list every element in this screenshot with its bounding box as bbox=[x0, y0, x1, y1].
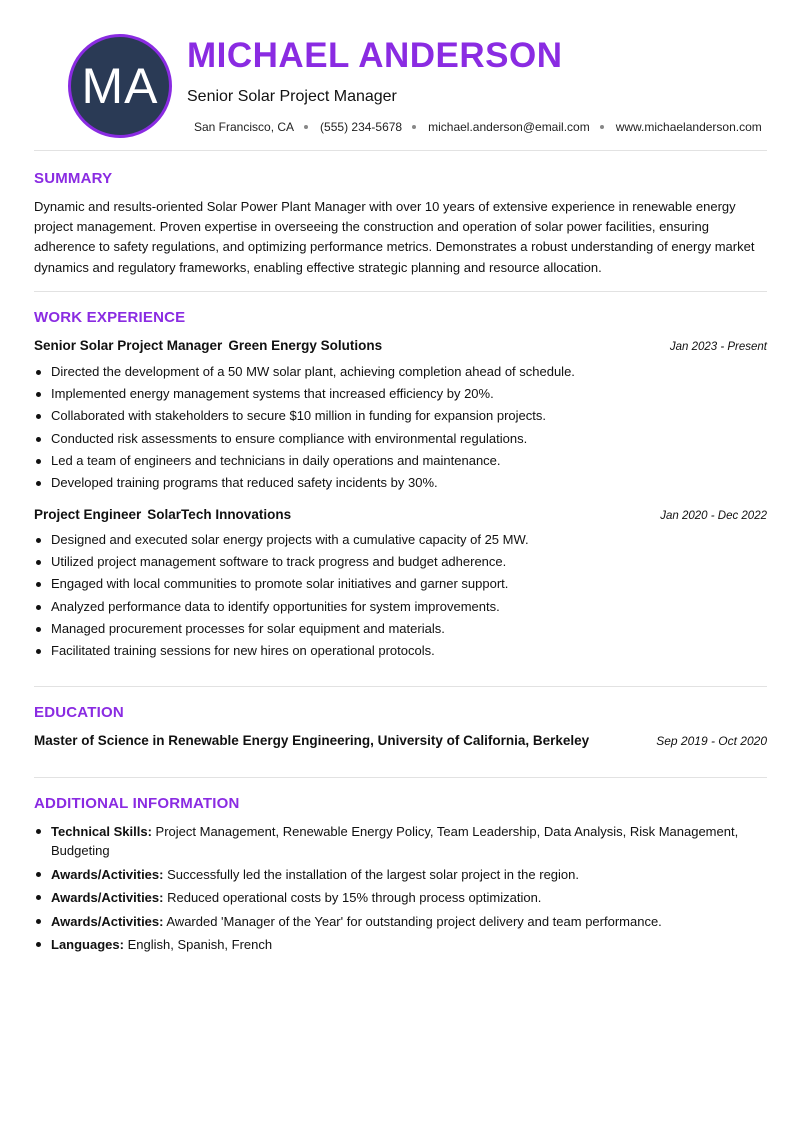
list-item: Directed the development of a 50 MW solar plant, achieving completion ahead of schedule. bbox=[51, 361, 766, 383]
job-header bbox=[34, 338, 767, 353]
list-item: Implemented energy management systems that increased efficiency by 20%. bbox=[51, 383, 766, 405]
education-heading: EDUCATION bbox=[34, 704, 124, 721]
info-label: Awards/Activities: bbox=[51, 890, 164, 905]
list-item bbox=[51, 888, 766, 907]
separator-dot-icon bbox=[304, 125, 308, 129]
job-title bbox=[34, 338, 382, 353]
list-item bbox=[51, 935, 766, 954]
contact-email[interactable]: michael.anderson@email.com bbox=[428, 120, 590, 134]
job-company: Green Energy Solutions bbox=[228, 338, 383, 353]
list-item: Developed training programs that reduced safety incidents by 30%. bbox=[51, 472, 766, 494]
summary-text: Dynamic and results-oriented Solar Power Plant Manager with over 10 years of extensive experience in renewable energy project management. Proven expertise in overseeing the construction and operation of solar power facilities, ensuring adherence to safety regulations, and optimizing performance metrics. Demonstrates a robust understanding of energy market dynamics and regulatory frameworks, enabling effective strategic planning and resource allocation. bbox=[34, 199, 755, 275]
contact-location: San Francisco, CA bbox=[194, 120, 295, 134]
contact-website[interactable]: www.michaelanderson.com bbox=[615, 120, 762, 134]
list-item: Collaborated with stakeholders to secure $10 million in funding for expansion projects. bbox=[51, 405, 766, 427]
additional-info-heading: ADDITIONAL INFORMATION bbox=[34, 795, 240, 812]
job-title bbox=[34, 507, 291, 522]
work-experience-heading: WORK EXPERIENCE bbox=[34, 309, 186, 326]
education-dates: Sep 2019 - Oct 2020 bbox=[656, 734, 767, 748]
education-degree: Master of Science in Renewable Energy Engineering, University of California, Berkeley bbox=[34, 733, 590, 748]
contact-bar bbox=[194, 120, 762, 134]
job-dates: Jan 2023 - Present bbox=[669, 341, 767, 353]
list-item: Conducted risk assessments to ensure compliance with environmental regulations. bbox=[51, 428, 766, 450]
list-item: Facilitated training sessions for new hires on operational protocols. bbox=[51, 640, 766, 662]
job-header bbox=[34, 507, 767, 522]
education-entry bbox=[34, 733, 767, 748]
job-position: Project Engineer bbox=[34, 507, 142, 522]
job-company: SolarTech Innovations bbox=[147, 507, 292, 522]
resume-header bbox=[34, 0, 767, 150]
info-text: Successfully led the installation of the largest solar project in the region. bbox=[167, 866, 579, 882]
divider bbox=[34, 777, 767, 778]
info-text: Awarded 'Manager of the Year' for outstanding project delivery and team performance. bbox=[166, 913, 662, 929]
divider bbox=[34, 291, 767, 292]
job-bullet-list bbox=[51, 361, 766, 494]
list-item: Managed procurement processes for solar equipment and materials. bbox=[51, 618, 766, 640]
list-item: Engaged with local communities to promote solar initiatives and garner support. bbox=[51, 573, 766, 595]
list-item bbox=[51, 912, 766, 931]
list-item: Designed and executed solar energy projects with a cumulative capacity of 25 MW. bbox=[51, 529, 766, 551]
list-item bbox=[51, 865, 766, 884]
separator-dot-icon bbox=[412, 125, 416, 129]
job-dates: Jan 2020 - Dec 2022 bbox=[660, 510, 767, 522]
contact-phone[interactable]: (555) 234-5678 bbox=[320, 120, 403, 134]
avatar bbox=[68, 34, 172, 138]
list-item: Analyzed performance data to identify opportunities for system improvements. bbox=[51, 596, 766, 618]
list-item bbox=[51, 822, 766, 860]
divider bbox=[34, 686, 767, 687]
info-label: Awards/Activities: bbox=[51, 866, 164, 882]
candidate-role: Senior Solar Project Manager bbox=[187, 88, 397, 105]
list-item: Led a team of engineers and technicians in daily operations and maintenance. bbox=[51, 450, 766, 472]
info-label: Languages: bbox=[51, 937, 124, 952]
job-bullet-list bbox=[51, 529, 766, 662]
additional-info-list bbox=[51, 822, 766, 959]
list-item: Utilized project management software to track progress and budget adherence. bbox=[51, 551, 766, 573]
info-text: English, Spanish, French bbox=[127, 937, 273, 952]
divider bbox=[34, 150, 767, 151]
avatar-initials: MA bbox=[81, 58, 159, 114]
summary-heading: SUMMARY bbox=[34, 170, 113, 187]
separator-dot-icon bbox=[600, 125, 604, 129]
candidate-name: MICHAEL ANDERSON bbox=[187, 36, 563, 75]
info-label: Awards/Activities: bbox=[51, 913, 164, 929]
info-text: Reduced operational costs by 15% through process optimization. bbox=[167, 890, 542, 905]
job-position: Senior Solar Project Manager bbox=[34, 338, 223, 353]
info-text: Project Management, Renewable Energy Policy, Team Leadership, Data Analysis, Risk Management, Budgeting bbox=[51, 824, 739, 858]
info-label: Technical Skills: bbox=[51, 824, 152, 839]
